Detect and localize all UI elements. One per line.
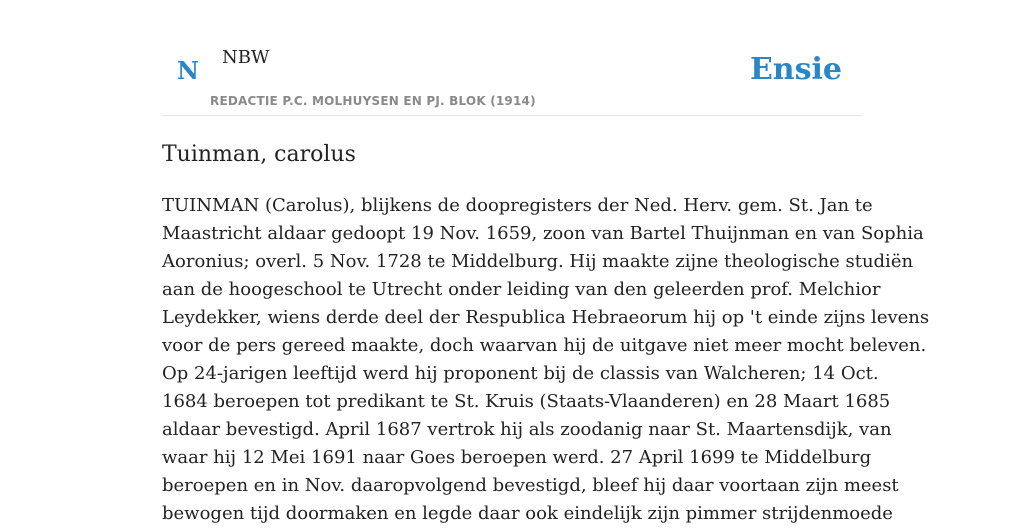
- article-line: TUINMAN (Carolus), blijkens de doopregisters der Ned. Herv. gem. St. Jan te: [162, 195, 873, 216]
- article-line: Op 24-jarigen leeftijd werd hij proponent bij de classis van Walcheren; 14 Oct.: [162, 363, 879, 384]
- article-line: Maastricht aldaar gedoopt 19 Nov. 1659, zoon van Bartel Thuijnman en van Sophia: [162, 223, 924, 244]
- article-title: Tuinman, carolus: [162, 142, 356, 167]
- page: [162, 0, 930, 524]
- article-body: [162, 192, 930, 528]
- source-subtitle: REDACTIE P.C. MOLHUYSEN EN PJ. BLOK (1914): [210, 94, 536, 108]
- source-logo[interactable]: N: [177, 56, 199, 85]
- ensie-logo-link[interactable]: Ensie: [749, 52, 842, 87]
- article-line: voor de pers gereed maakte, doch waarvan hij de uitgave niet meer mocht beleven.: [162, 335, 927, 356]
- article-line: aan de hoogeschool te Utrecht onder leiding van den geleerden prof. Melchior: [162, 279, 881, 300]
- article-line: bewogen tijd doormaken en legde daar ook eindelijk zijn pimmer strijdenmoede: [162, 503, 893, 524]
- article-line: aldaar bevestigd. April 1687 vertrok hij als zoodanig naar St. Maartensdijk, van: [162, 419, 892, 440]
- article-line: 1684 beroepen tot predikant te St. Kruis (Staats-Vlaanderen) en 28 Maart 1685: [162, 391, 891, 412]
- article-line: Aoronius; overl. 5 Nov. 1728 te Middelburg. Hij maakte zijne theologische studiën: [162, 251, 914, 272]
- source-name-link[interactable]: NBW: [222, 47, 270, 68]
- source-header: [162, 0, 862, 116]
- article-line: beroepen en in Nov. daaropvolgend bevestigd, bleef hij daar voortaan zijn meest: [162, 475, 899, 496]
- article-line: waar hij 12 Mei 1691 naar Goes beroepen werd. 27 April 1699 te Middelburg: [162, 447, 872, 468]
- article-line: Leydekker, wiens derde deel der Respublica Hebraeorum hij op 't einde zijns levens: [162, 307, 930, 328]
